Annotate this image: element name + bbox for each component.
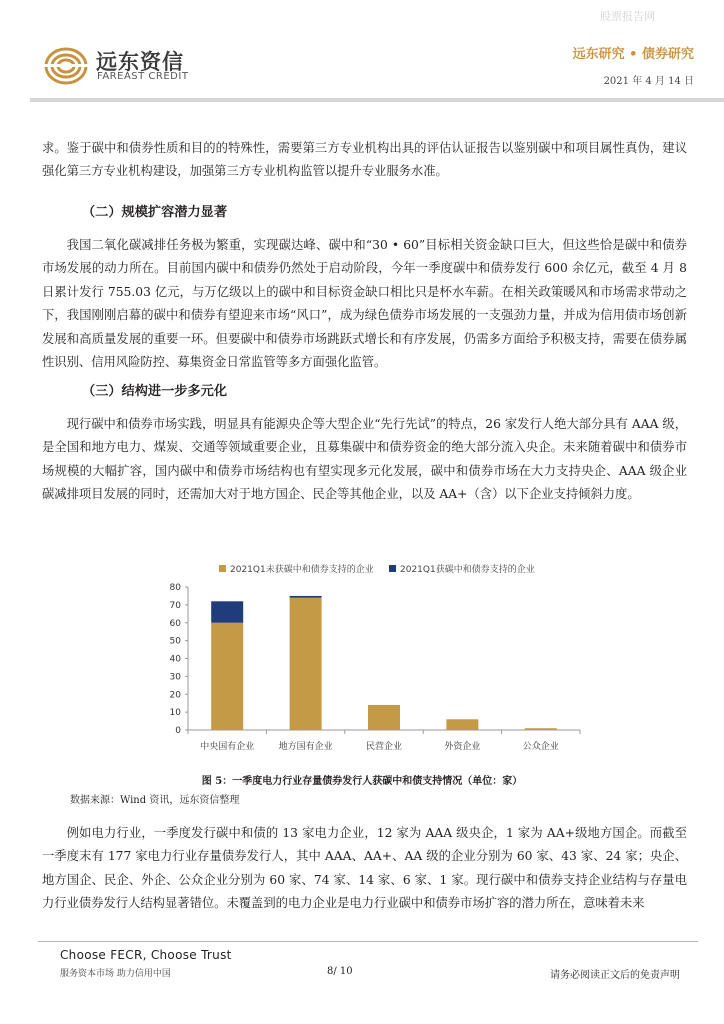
paragraph-3 (42, 822, 687, 916)
brand-name-cn: 远东资信 (96, 50, 184, 74)
legend-label-unsupported: 2021Q1未获碳中和债券支持的企业 (230, 565, 374, 575)
footer-disclaimer: 请务必阅读正文后的免责声明 (550, 970, 680, 981)
footer-slogan: Choose FECR, Choose Trust (60, 948, 232, 962)
y-tick-label: 10 (169, 708, 181, 719)
bar-unsupported-0 (211, 623, 243, 730)
brand-name-en: FAREAST CREDIT (97, 71, 189, 82)
page-number: 8/ 10 (327, 966, 353, 977)
report-date: 2021 年 4 月 14 日 (603, 76, 694, 87)
paragraph-3-text: 例如电力行业，一季度发行碳中和债的 13 家电力企业，12 家为 AAA 级央企，1 家为 AA+级地方国企。而截至一季度末有 177 家电力行业存量债券发行人，其中 AAA、AA+、AA 级的企业分别为 60 家、43 家、24 家；央企、地方国企、民企、外企、公众企业分别为 60 家、74 家、14 家、6 家、1 家。现行碳中和债券支持企业结构与存量电力行业债券发行人结构显著错位。未覆盖到的电力企业是电力行业碳中和债券市场扩容的潜力所在，意味着未来 (42, 826, 687, 911)
paragraph-2-text: 现行碳中和债券市场实践，明显具有能源央企等大型企业“先行先试”的特点，26 家发行人绝大部分具有 AAA 级，是全国和地方电力、煤炭、交通等领域重要企业，且募集碳中和债券资金的绝大部分流入央企。未来随着碳中和债券市场规模的大幅扩容，国内碳中和债券市场结构也有望实现多元化发展，碳中和债券市场在大力支持央企、AAA 级企业碳减排项目发展的同时，还需加大对于地方国企、民企等其他企业，以及 AA+（含）以下企业支持倾斜力度。 (42, 417, 687, 502)
report-title: 远东研究 • 债券研究 (572, 47, 694, 62)
y-tick-label: 30 (169, 672, 181, 683)
x-tick-label: 中央国有企业 (200, 742, 255, 752)
y-tick-label: 40 (169, 654, 181, 665)
x-tick-label: 外资企业 (444, 742, 481, 752)
bar-supported-0 (211, 601, 243, 622)
x-tick-label: 公众企业 (522, 742, 559, 752)
bar-unsupported-2 (368, 705, 400, 730)
legend-label-supported: 2021Q1获碳中和债券支持的企业 (400, 565, 535, 575)
bar-supported-1 (290, 596, 322, 598)
bar-unsupported-1 (290, 598, 322, 730)
footer-subtitle: 服务资本市场 助力信用中国 (60, 969, 171, 979)
section-heading-2: （二）规模扩容潜力显著 (82, 205, 228, 220)
paragraph-1-text: 我国二氧化碳减排任务极为繁重，实现碳达峰、碳中和“30 • 60”目标相关资金缺口巨大，但这些恰是碳中和债券市场发展的动力所在。目前国内碳中和债券仍然处于启动阶段，今年一季度碳中和债券发行 600 余亿元，截至 4 月 8 日累计发行 755.03 亿元，与万亿级以上的碳中和目标资金缺口相比只是杯水车薪。在相关政策暖风和市场需求带动之下，我国刚刚启幕的碳中和债券有望迎来市场“风口”，成为绿色债券市场发展的一支强劲力量，并成为信用债市场创新发展和高质量发展的重要一环。但要碳中和债券市场跳跃式增长和有序发展，仍需多方面给予积极支持，需要在债券属性识别、信用风险防控、募集资金日常监管等多方面强化监管。 (42, 238, 687, 370)
y-tick-label: 70 (169, 600, 181, 611)
x-tick-label: 地方国有企业 (278, 742, 333, 752)
watermark: 股票报告网 (600, 10, 655, 23)
paragraph-0-text: 求。鉴于碳中和债券性质和目的的特殊性，需要第三方专业机构出具的评估认证报告以鉴别碳中和项目属性真伪，建议强化第三方专业机构建设，加强第三方专业机构监管以提升专业服务水准。 (42, 141, 687, 179)
figure-caption: 图 5：一季度电力行业存量债券发行人获碳中和债支持情况（单位：家） (201, 776, 523, 787)
figure-source: 数据来源：Wind 资讯，远东资信整理 (70, 795, 240, 806)
y-tick-label: 60 (169, 618, 181, 629)
y-tick-label: 50 (169, 636, 181, 647)
bar-unsupported-4 (525, 728, 557, 730)
footer-divider (38, 941, 698, 942)
x-tick-label: 民营企业 (365, 742, 403, 752)
section-heading-3: （三）结构进一步多元化 (82, 384, 228, 399)
y-tick-label: 0 (175, 726, 181, 736)
bar-unsupported-3 (446, 719, 478, 730)
y-tick-label: 20 (169, 690, 181, 701)
y-tick-label: 80 (169, 583, 181, 593)
